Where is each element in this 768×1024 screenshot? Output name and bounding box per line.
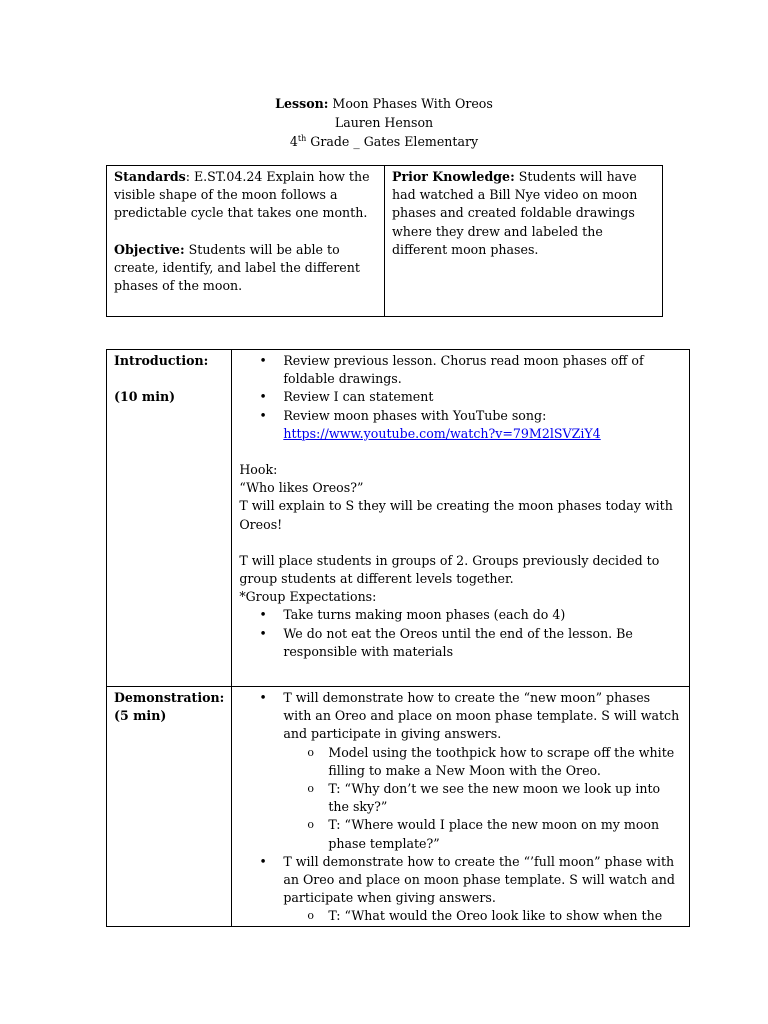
standards-label: Standards xyxy=(114,169,186,184)
objective-label: Objective: xyxy=(114,241,185,257)
sub-list-item: o Model using the toothpick how to scrape off the white filling to make a New Moon with the Oreo. xyxy=(239,744,682,780)
list-item: • Review previous lesson. Chorus read moon phases off of foldable drawings. xyxy=(239,352,682,388)
youtube-link[interactable]: https://www.youtube.com/watch?v=79M2lSVZiY4 xyxy=(283,425,601,441)
prior-knowledge-text: Students will have had watched a Bill Nye video on moon phases and created foldable drawings where they drew and labeled the different moon phases. xyxy=(392,169,638,257)
demonstration-list xyxy=(239,689,682,926)
list-item: • T will demonstrate how to create the “new moon” phases with an Oreo and place on moon phase template. S will watch and participate in giving answers. xyxy=(239,689,682,744)
lesson-header xyxy=(0,94,768,151)
hook-text: T will explain to S they will be creating the moon phases today with Oreos! xyxy=(239,498,673,532)
list-item: • Take turns making moon phases (each do 4) xyxy=(239,606,682,624)
introduction-row xyxy=(107,350,690,687)
introduction-label: Introduction: xyxy=(114,353,209,368)
lesson-label: Lesson: xyxy=(275,96,329,111)
demonstration-content-cell xyxy=(232,687,690,927)
prior-knowledge-paragraph xyxy=(392,168,655,259)
lesson-plan-table xyxy=(106,349,690,927)
standards-cell xyxy=(107,166,385,317)
list-item xyxy=(239,407,682,443)
introduction-label-cell xyxy=(107,350,232,687)
expectations-label: *Group Expectations: xyxy=(239,589,377,605)
author-name: Lauren Henson xyxy=(334,115,434,130)
sub-list-item: o T: “Why don’t we see the new moon we look up into the sky?” xyxy=(239,780,682,816)
list-item: • We do not eat the Oreos until the end of the lesson. Be responsible with materials xyxy=(239,625,682,661)
lesson-title-line xyxy=(0,94,768,113)
demonstration-label: Demonstration: xyxy=(114,690,225,705)
grade-suffix: th xyxy=(297,134,307,143)
sub-list-item: o T: “What would the Oreo look like to show when the xyxy=(239,907,682,925)
grade-number: 4 xyxy=(289,134,298,149)
standards-paragraph xyxy=(114,168,377,223)
objective-text: Students will be able to create, identify, and label the different phases of the moon. xyxy=(114,241,360,294)
objective-paragraph xyxy=(114,241,377,296)
prior-knowledge-cell xyxy=(385,166,663,317)
demonstration-time: (5 min) xyxy=(114,708,167,724)
standards-text: : E.ST.04.24 Explain how the visible shape of the moon follows a predictable cycle that takes one month. xyxy=(114,169,370,221)
expectations-list xyxy=(239,606,682,661)
hook-quote: “Who likes Oreos?” xyxy=(239,480,364,496)
grade-school: Grade _ Gates Elementary xyxy=(310,134,479,149)
list-item: • T will demonstrate how to create the “’full moon” phase with an Oreo and place on moon phase template. S will watch and participate when giving answers. xyxy=(239,853,682,908)
list-item: • Review I can statement xyxy=(239,388,682,406)
groups-text: T will place students in groups of 2. Groups previously decided to group students at different levels together. xyxy=(239,552,660,587)
list-item-text: Review moon phases with YouTube song: xyxy=(283,407,547,423)
grade-school-line xyxy=(0,132,768,151)
prior-knowledge-label: Prior Knowledge: xyxy=(392,169,515,184)
introduction-time: (10 min) xyxy=(114,389,176,405)
sub-list-item: o T: “Where would I place the new moon on my moon phase template?” xyxy=(239,816,682,852)
introduction-list xyxy=(239,352,682,443)
demonstration-row xyxy=(107,687,690,927)
lesson-title: Moon Phases With Oreos xyxy=(332,96,493,111)
standards-table xyxy=(106,165,663,317)
hook-label: Hook: xyxy=(239,462,278,478)
demonstration-label-cell xyxy=(107,687,232,927)
introduction-content-cell xyxy=(232,350,690,687)
